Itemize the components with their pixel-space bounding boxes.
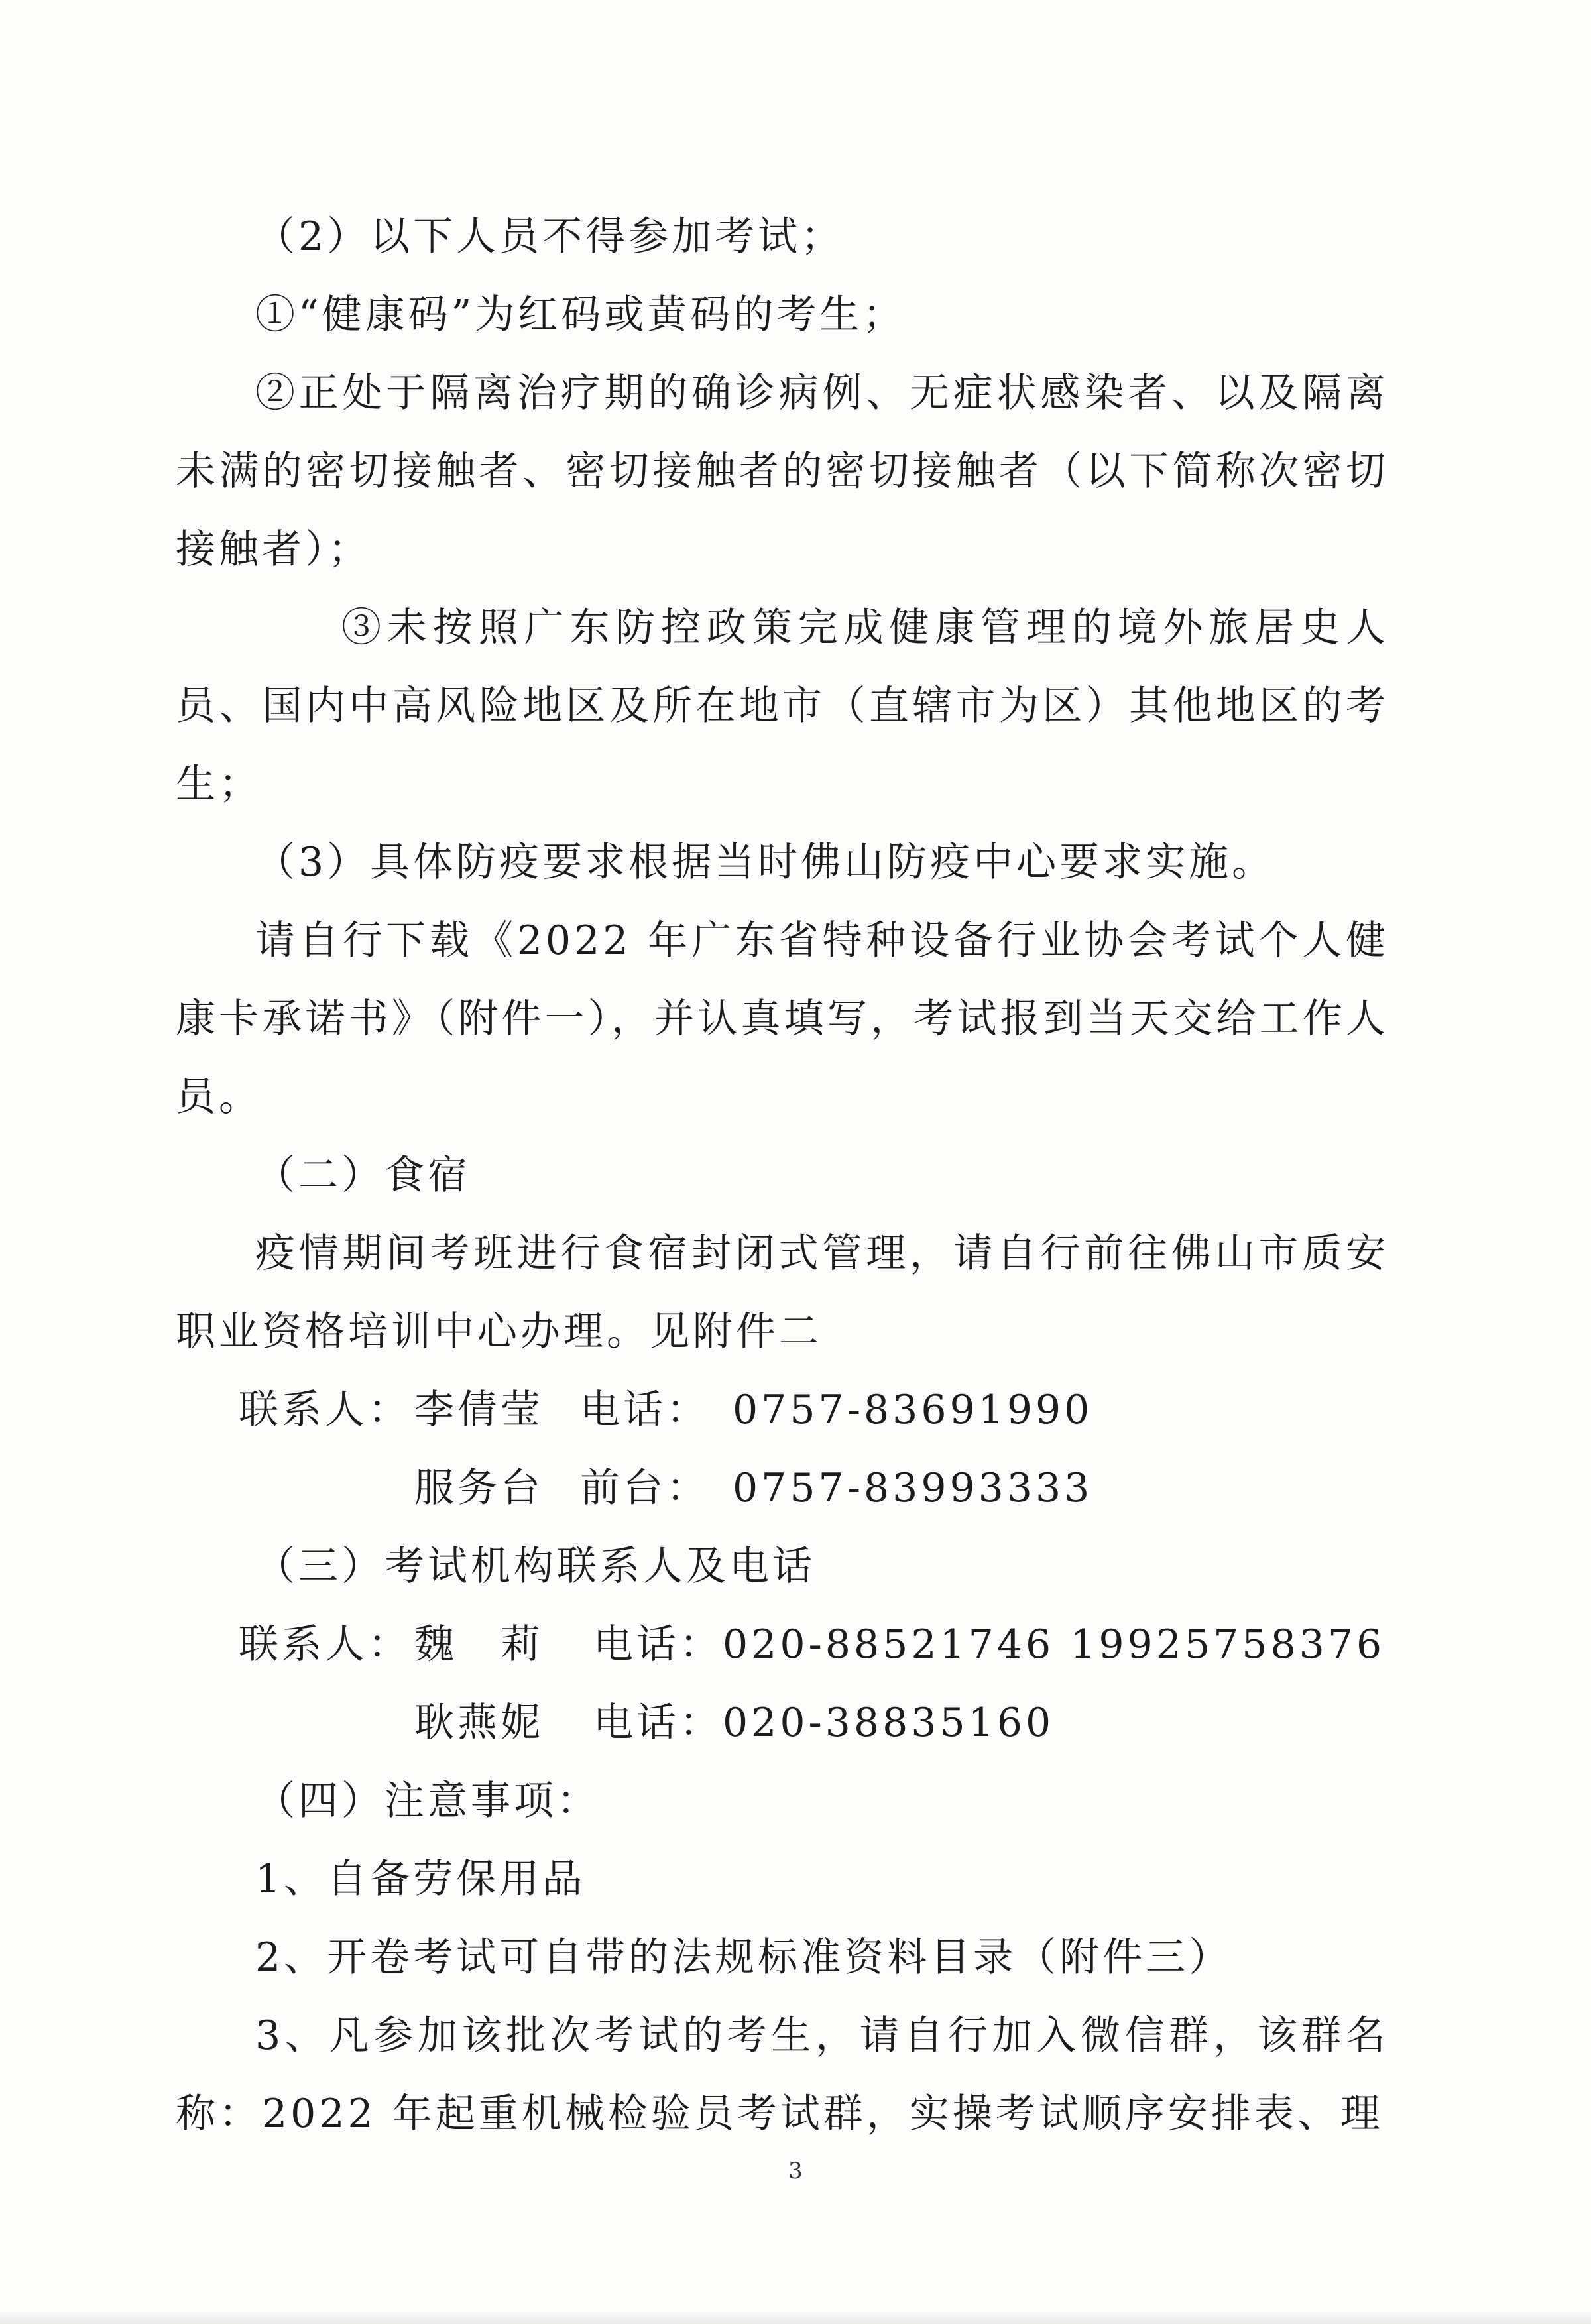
document-body (176, 198, 1389, 2153)
contact-phone: 0757-83993333 (733, 1465, 1093, 1511)
contact-phone: 020-88521746 19925758376 (723, 1621, 1385, 1668)
page-number: 3 (788, 2158, 803, 2184)
section-heading-notes: （四）注意事项： (255, 1778, 600, 1824)
note-item: 1、自备劳保用品 (255, 1856, 586, 1902)
contact-name: 魏 莉 (414, 1621, 544, 1668)
contact-label: 联系人： (239, 1621, 411, 1668)
paragraph-close-contacts: ②正处于隔离治疗期的确诊病例、无症状感染者、以及隔离未满的密切接触者、密切接触者的密切接触者（以下简称次密切接触者）； (176, 370, 1389, 573)
section-heading-lodging: （二）食宿 (255, 1152, 471, 1198)
exam-contact-row (176, 1605, 1389, 1684)
contact-phone-label: 电话： (593, 1700, 723, 1746)
contact-phone-label: 电话： (593, 1621, 723, 1668)
paragraph-travel-history: ③未按照广东防控政策完成健康管理的境外旅居史人员、国内中高风险地区及所在地市（直辖市为区）其他地区的考生； (176, 605, 1389, 807)
paragraph-lodging: 疫情期间考班进行食宿封闭式管理，请自行前往佛山市质安职业资格培训中心办理。见附件二 (176, 1230, 1389, 1355)
lodging-contact-row (176, 1449, 1389, 1527)
paragraph-prevention-requirements: （3）具体防疫要求根据当时佛山防疫中心要求实施。 (255, 839, 1275, 886)
paragraph-exclusion-heading: （2）以下人员不得参加考试； (255, 213, 845, 260)
contact-name: 服务台 (414, 1465, 544, 1511)
contact-phone-label: 前台： (580, 1465, 709, 1511)
scan-edge-shadow (0, 2311, 1591, 2324)
contact-name: 李倩莹 (414, 1387, 544, 1433)
contact-phone: 0757-83691990 (733, 1387, 1093, 1433)
contact-phone-label: 电话： (580, 1387, 709, 1433)
paragraph-health-code: ①“健康码”为红码或黄码的考生； (255, 292, 906, 338)
contact-phone: 020-38835160 (723, 1700, 1055, 1746)
contact-name: 耿燕妮 (414, 1700, 544, 1746)
contact-label: 联系人： (239, 1387, 411, 1433)
section-heading-exam-contacts: （三）考试机构联系人及电话 (255, 1543, 815, 1590)
lodging-contact-row (176, 1371, 1389, 1449)
paragraph-health-pledge: 请自行下载《2022 年广东省特种设备行业协会考试个人健康卡承诺书》（附件一），并认真填写，考试报到当天交给工作人员。 (176, 917, 1389, 1120)
note-item: 2、开卷考试可自带的法规标准资料目录（附件三） (255, 1934, 1232, 1981)
exam-contact-row (176, 1684, 1389, 1762)
note-item: 3、凡参加该批次考试的考生，请自行加入微信群，该群名称：2022 年起重机械检验员考试群，实操考试顺序安排表、理 (176, 2012, 1389, 2137)
